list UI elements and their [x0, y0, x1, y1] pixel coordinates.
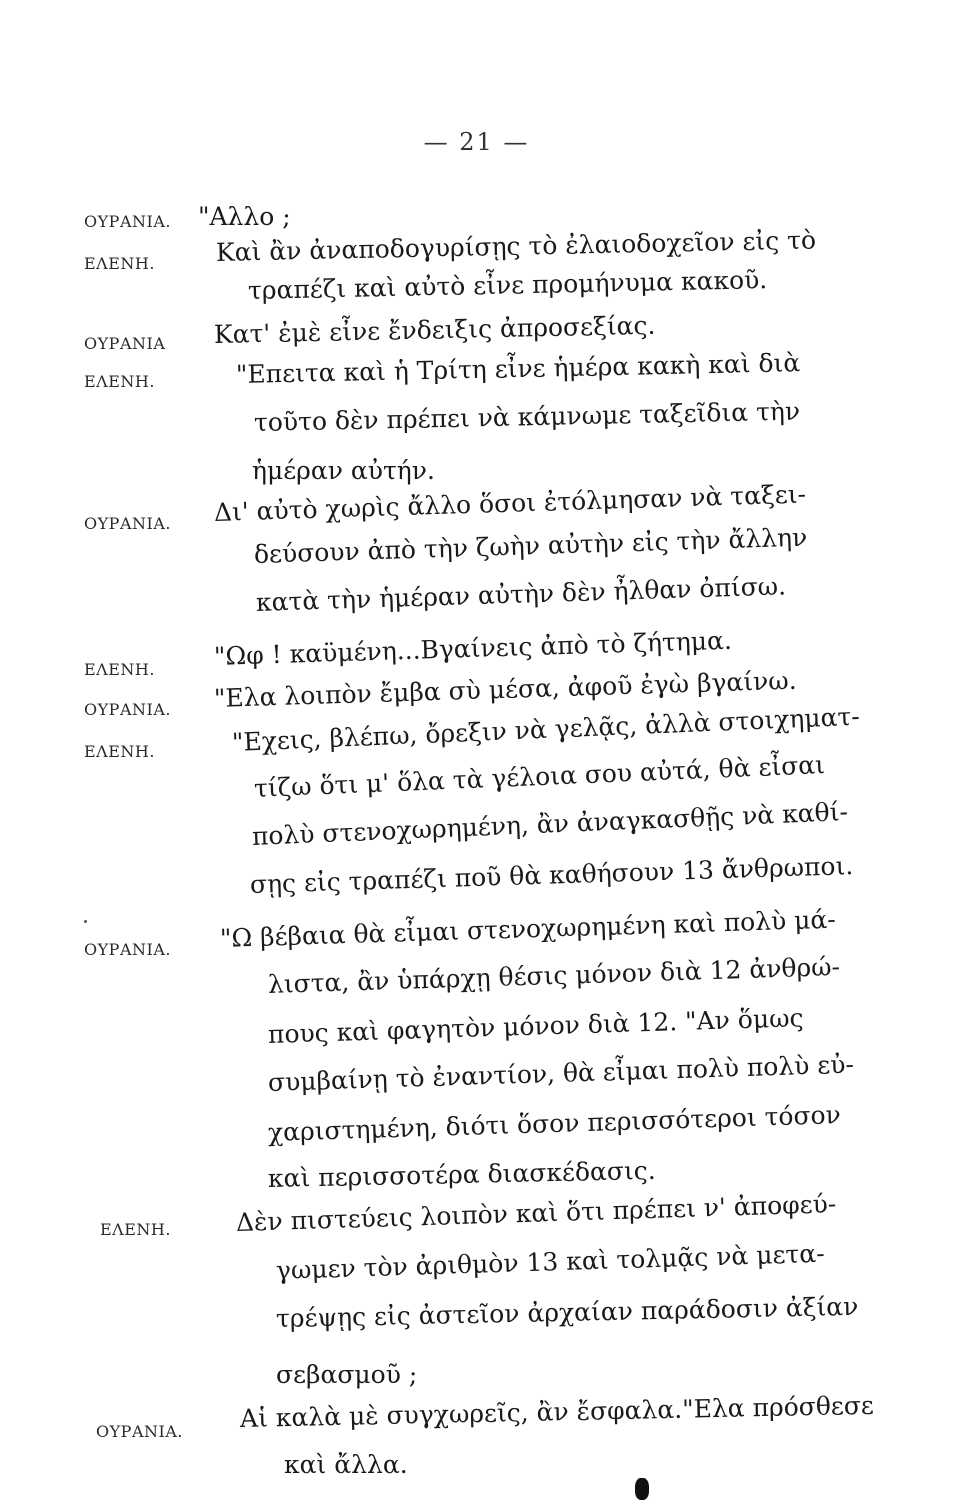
dialogue-line: λιστα, ἂν ὑπάρχῃ θέσις μόνον διὰ 12 ἀνθρώ-: [267, 952, 841, 999]
speaker-name: ΕΛΕΝΗ.: [84, 742, 155, 761]
dialogue-line: Δι' αὐτὸ χωρὶς ἄλλο ὅσοι ἐτόλμησαν νὰ ταξει-: [213, 479, 807, 527]
dialogue-line: "Εχεις, βλέπω, ὄρεξιν νὰ γελᾷς, ἀλλὰ στοιχηματ-: [231, 701, 861, 757]
speaker-name: ΟΥΡΑΝΙΑ.: [84, 940, 171, 959]
speaker-name: ΟΥΡΑΝΙΑ.: [84, 514, 171, 533]
dialogue-line: τραπέζι καὶ αὐτὸ εἶνε προμήνυμα κακοῦ.: [247, 265, 768, 305]
speaker-name: ΟΥΡΑΝΙΑ.: [84, 212, 171, 231]
dialogue-line: δεύσουν ἀπὸ τὴν ζωὴν αὐτὴν εἰς τὴν ἄλλην: [253, 522, 808, 569]
dialogue-line: Δὲν πιστεύεις λοιπὸν καὶ ὅτι πρέπει ν' ἀποφεύ-: [235, 1189, 837, 1237]
speaker-name: ΕΛΕΝΗ.: [84, 372, 155, 391]
dialogue-line: σεβασμοῦ ;: [276, 1360, 418, 1389]
dialogue-line: Αἱ καλὰ μὲ συγχωρεῖς, ἂν ἔσφαλα."Ελα πρόσθεσε: [239, 1390, 875, 1433]
dialogue-line: σῃς εἰς τραπέζι ποῦ θὰ καθήσουν 13 ἄνθρωποι.: [249, 851, 854, 899]
page-number: — 21 —: [423, 128, 530, 156]
dialogue-line: "Ω βέβαια θὰ εἶμαι στενοχωρημένη καὶ πολὺ μά-: [219, 904, 837, 953]
dialogue-line: τοῦτο δὲν πρέπει νὰ κάμνωμε ταξεῖδια τὴν: [253, 396, 801, 437]
dialogue-line: πολὺ στενοχωρημένη, ἂν ἀναγκασθῇς νὰ καθί-: [251, 797, 849, 851]
speaker-name: ΟΥΡΑΝΙΑ: [84, 334, 166, 353]
dialogue-line: καὶ ἄλλα.: [284, 1450, 408, 1479]
speaker-name: ΕΛΕΝΗ.: [84, 660, 155, 679]
dialogue-line: "Ωφ ! καϋμένη...Βγαίνεις ἀπὸ τὸ ζήτημα.: [213, 625, 733, 671]
ink-speck: [84, 920, 87, 923]
dialogue-line: "Αλλο ;: [198, 202, 291, 231]
ink-blot: [635, 1478, 649, 1500]
dialogue-line: χαριστημένη, διότι ὅσον περισσότεροι τόσον: [267, 1100, 842, 1147]
dialogue-line: Καὶ ἂν ἀναποδογυρίσῃς τὸ ἐλαιοδοχεῖον εἰς τὸ: [215, 225, 817, 267]
dialogue-line: κατὰ τὴν ἡμέραν αὐτὴν δὲν ἦλθαν ὀπίσω.: [255, 571, 787, 617]
dialogue-line: καὶ περισσοτέρα διασκέδασις.: [267, 1155, 656, 1193]
dialogue-line: γωμεν τὸν ἀριθμὸν 13 καὶ τολμᾷς νὰ μετα-: [275, 1238, 825, 1285]
speaker-name: ΟΥΡΑΝΙΑ.: [96, 1422, 183, 1441]
speaker-name: ΟΥΡΑΝΙΑ.: [84, 700, 171, 719]
dialogue-line: πους καὶ φαγητὸν μόνον διὰ 12. "Αν ὅμως: [267, 1003, 804, 1049]
speaker-name: ΕΛΕΝΗ.: [84, 254, 155, 273]
dialogue-line: "Ελα λοιπὸν ἔμβα σὺ μέσα, ἀφοῦ ἐγὼ βγαίνω.: [213, 665, 797, 713]
dialogue-line: τίζω ὅτι μ' ὅλα τὰ γέλοια σου αὐτά, θὰ εἶσαι: [253, 750, 826, 803]
dialogue-line: ἡμέραν αὐτήν.: [252, 456, 435, 485]
dialogue-line: "Επειτα καὶ ἡ Τρίτη εἶνε ἡμέρα κακὴ καὶ διὰ: [235, 348, 801, 389]
dialogue-line: τρέψῃς εἰς ἀστεῖον ἀρχαίαν παράδοσιν ἀξίαν: [275, 1291, 859, 1333]
speaker-name: ΕΛΕΝΗ.: [100, 1220, 171, 1239]
dialogue-line: συμβαίνῃ τὸ ἐναντίον, θὰ εἶμαι πολὺ πολὺ εὐ-: [267, 1049, 855, 1097]
dialogue-line: Κατ' ἐμὲ εἶνε ἔνδειξις ἀπροσεξίας.: [213, 310, 656, 349]
